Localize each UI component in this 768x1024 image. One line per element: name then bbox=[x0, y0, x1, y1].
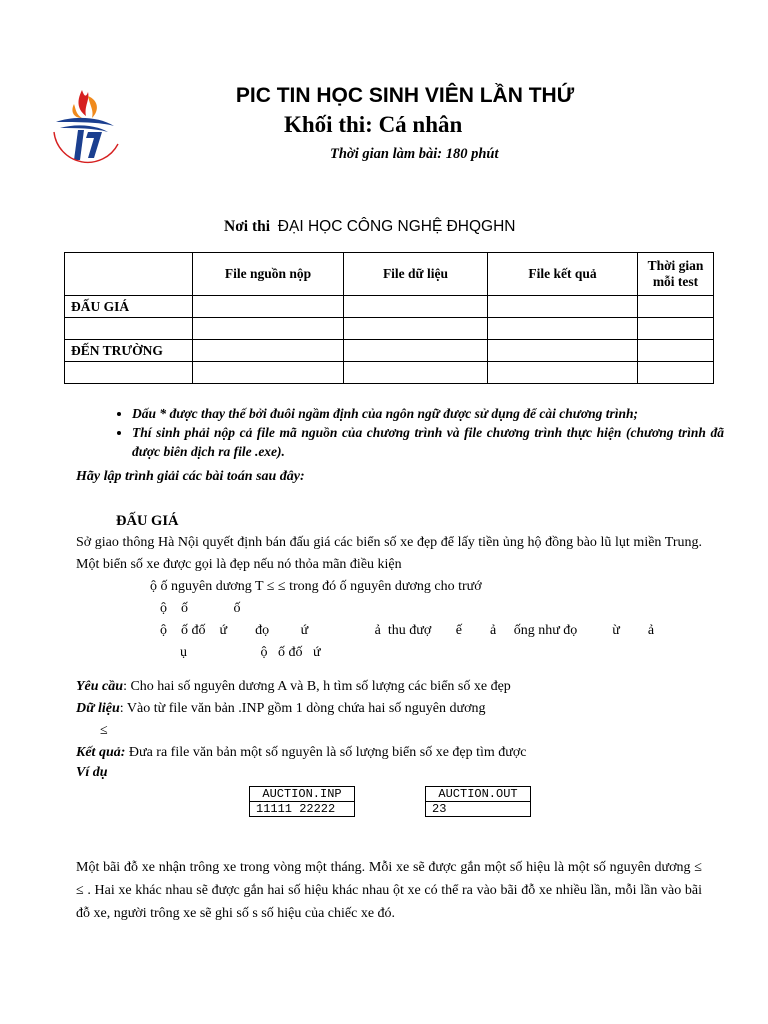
table-header-cell: File nguồn nộp bbox=[193, 253, 344, 296]
problem1-fragment: ộ ố ố bbox=[160, 601, 241, 616]
requirement-text: : Cho hai số nguyên dương A và B, h tìm số lượng các biển số xe đẹp bbox=[123, 679, 511, 694]
output-line bbox=[76, 742, 527, 764]
table-cell bbox=[193, 296, 344, 318]
table-header-cell: File dữ liệu bbox=[344, 253, 488, 296]
table-row bbox=[65, 362, 714, 384]
table-cell bbox=[193, 362, 344, 384]
table-cell bbox=[638, 362, 714, 384]
table-cell bbox=[193, 340, 344, 362]
problem2-text: Một bãi đỗ xe nhận trông xe trong vòng một tháng. Mỗi xe sẽ được gắn một số hiệu là một số nguyên dương ≤ ≤ . Hai xe khác nhau sẽ được gắn hai số hiệu khác nhau ột xe có thể ra vào bãi đỗ xe nhiều lần, mỗi lần vào bãi đỗ xe, người trông xe sẽ ghi số s số hiệu của chiếc xe đó. bbox=[76, 860, 702, 921]
category-title: Khối thi: Cá nhân bbox=[284, 112, 463, 137]
time-limit: Thời gian làm bài: 180 phút bbox=[330, 146, 499, 162]
table-header-row bbox=[65, 253, 714, 296]
table-header-cell: Thời gian mỗi test bbox=[638, 253, 714, 296]
file-table bbox=[64, 252, 714, 384]
example-label: Ví dụ bbox=[76, 765, 108, 780]
venue-label: Nơi thi bbox=[224, 218, 271, 235]
table-cell bbox=[488, 296, 638, 318]
table-cell bbox=[344, 362, 488, 384]
problem1-fragment: ộ ố nguyên dương T ≤ ≤ trong đó ố nguyên dương cho trướ bbox=[150, 579, 482, 594]
input-fragment: ≤ bbox=[100, 723, 108, 738]
table-cell: ĐẾN TRƯỜNG bbox=[65, 340, 193, 362]
requirement-line bbox=[76, 676, 511, 698]
table-row bbox=[65, 296, 714, 318]
note-item: • Dấu * được thay thế bởi đuôi ngầm định của ngôn ngữ được sử dụng để cài chương trình; bbox=[132, 404, 724, 423]
table-cell bbox=[488, 318, 638, 340]
note-item: • Thí sinh phải nộp cả file mã nguồn của chương trình và file chương trình thực hiện (chương trình đã được biên dịch ra file .exe). bbox=[132, 423, 724, 461]
output-label: Kết quả: bbox=[76, 745, 126, 760]
table-cell bbox=[638, 340, 714, 362]
table-cell bbox=[488, 340, 638, 362]
table-cell bbox=[488, 362, 638, 384]
table-header-cell bbox=[65, 253, 193, 296]
notes-list bbox=[112, 404, 724, 461]
problem1-intro: Sở giao thông Hà Nội quyết định bán đấu giá các biển số xe đẹp để lấy tiền ủng hộ đồng bào lũ lụt miền Trung. Một biển số xe được gọi là đẹp nếu nó thỏa mãn điều kiện bbox=[76, 535, 702, 572]
table-row bbox=[65, 318, 714, 340]
table-cell: ĐẤU GIÁ bbox=[65, 296, 193, 318]
problem1-fragment: ộ ố đố ứ đọ ứ ả thu đượ ế ả ống như đọ ừ ả bbox=[160, 623, 655, 638]
venue-line bbox=[224, 218, 515, 236]
table-cell bbox=[193, 318, 344, 340]
example-output-header: AUCTION.OUT bbox=[438, 787, 518, 801]
example-output-box bbox=[425, 786, 531, 817]
example-input-value: 11111 22222 bbox=[250, 801, 354, 816]
table-cell bbox=[344, 296, 488, 318]
example-input-header: AUCTION.INP bbox=[262, 787, 342, 801]
table-cell bbox=[65, 318, 193, 340]
table-header-cell: File kết quả bbox=[488, 253, 638, 296]
contest-title: PIC TIN HỌC SINH VIÊN LẦN THỨ bbox=[235, 84, 575, 107]
problem1-fragment: ụ ộ ố đố ứ bbox=[180, 645, 321, 660]
table-cell bbox=[638, 318, 714, 340]
requirement-label: Yêu cầu bbox=[76, 679, 124, 694]
problem1-title: ĐẤU GIÁ bbox=[116, 513, 179, 529]
instruction: Hãy lập trình giải các bài toán sau đây: bbox=[76, 469, 305, 484]
output-text: Đưa ra file văn bản một số nguyên là số lượng biển số xe đẹp tìm được bbox=[128, 745, 527, 760]
input-text: : Vào từ file văn bản .INP gồm 1 dòng chứa hai số nguyên dương bbox=[119, 701, 486, 716]
table-row bbox=[65, 340, 714, 362]
input-line bbox=[76, 698, 486, 720]
table-cell bbox=[344, 318, 488, 340]
example-output-value: 23 bbox=[426, 801, 530, 816]
input-label: Dữ liệu bbox=[76, 701, 120, 716]
example-input-box bbox=[249, 786, 355, 817]
table-cell bbox=[638, 296, 714, 318]
venue-name: ĐẠI HỌC CÔNG NGHỆ ĐHQGHN bbox=[277, 218, 516, 235]
table-cell bbox=[344, 340, 488, 362]
table-cell bbox=[65, 362, 193, 384]
